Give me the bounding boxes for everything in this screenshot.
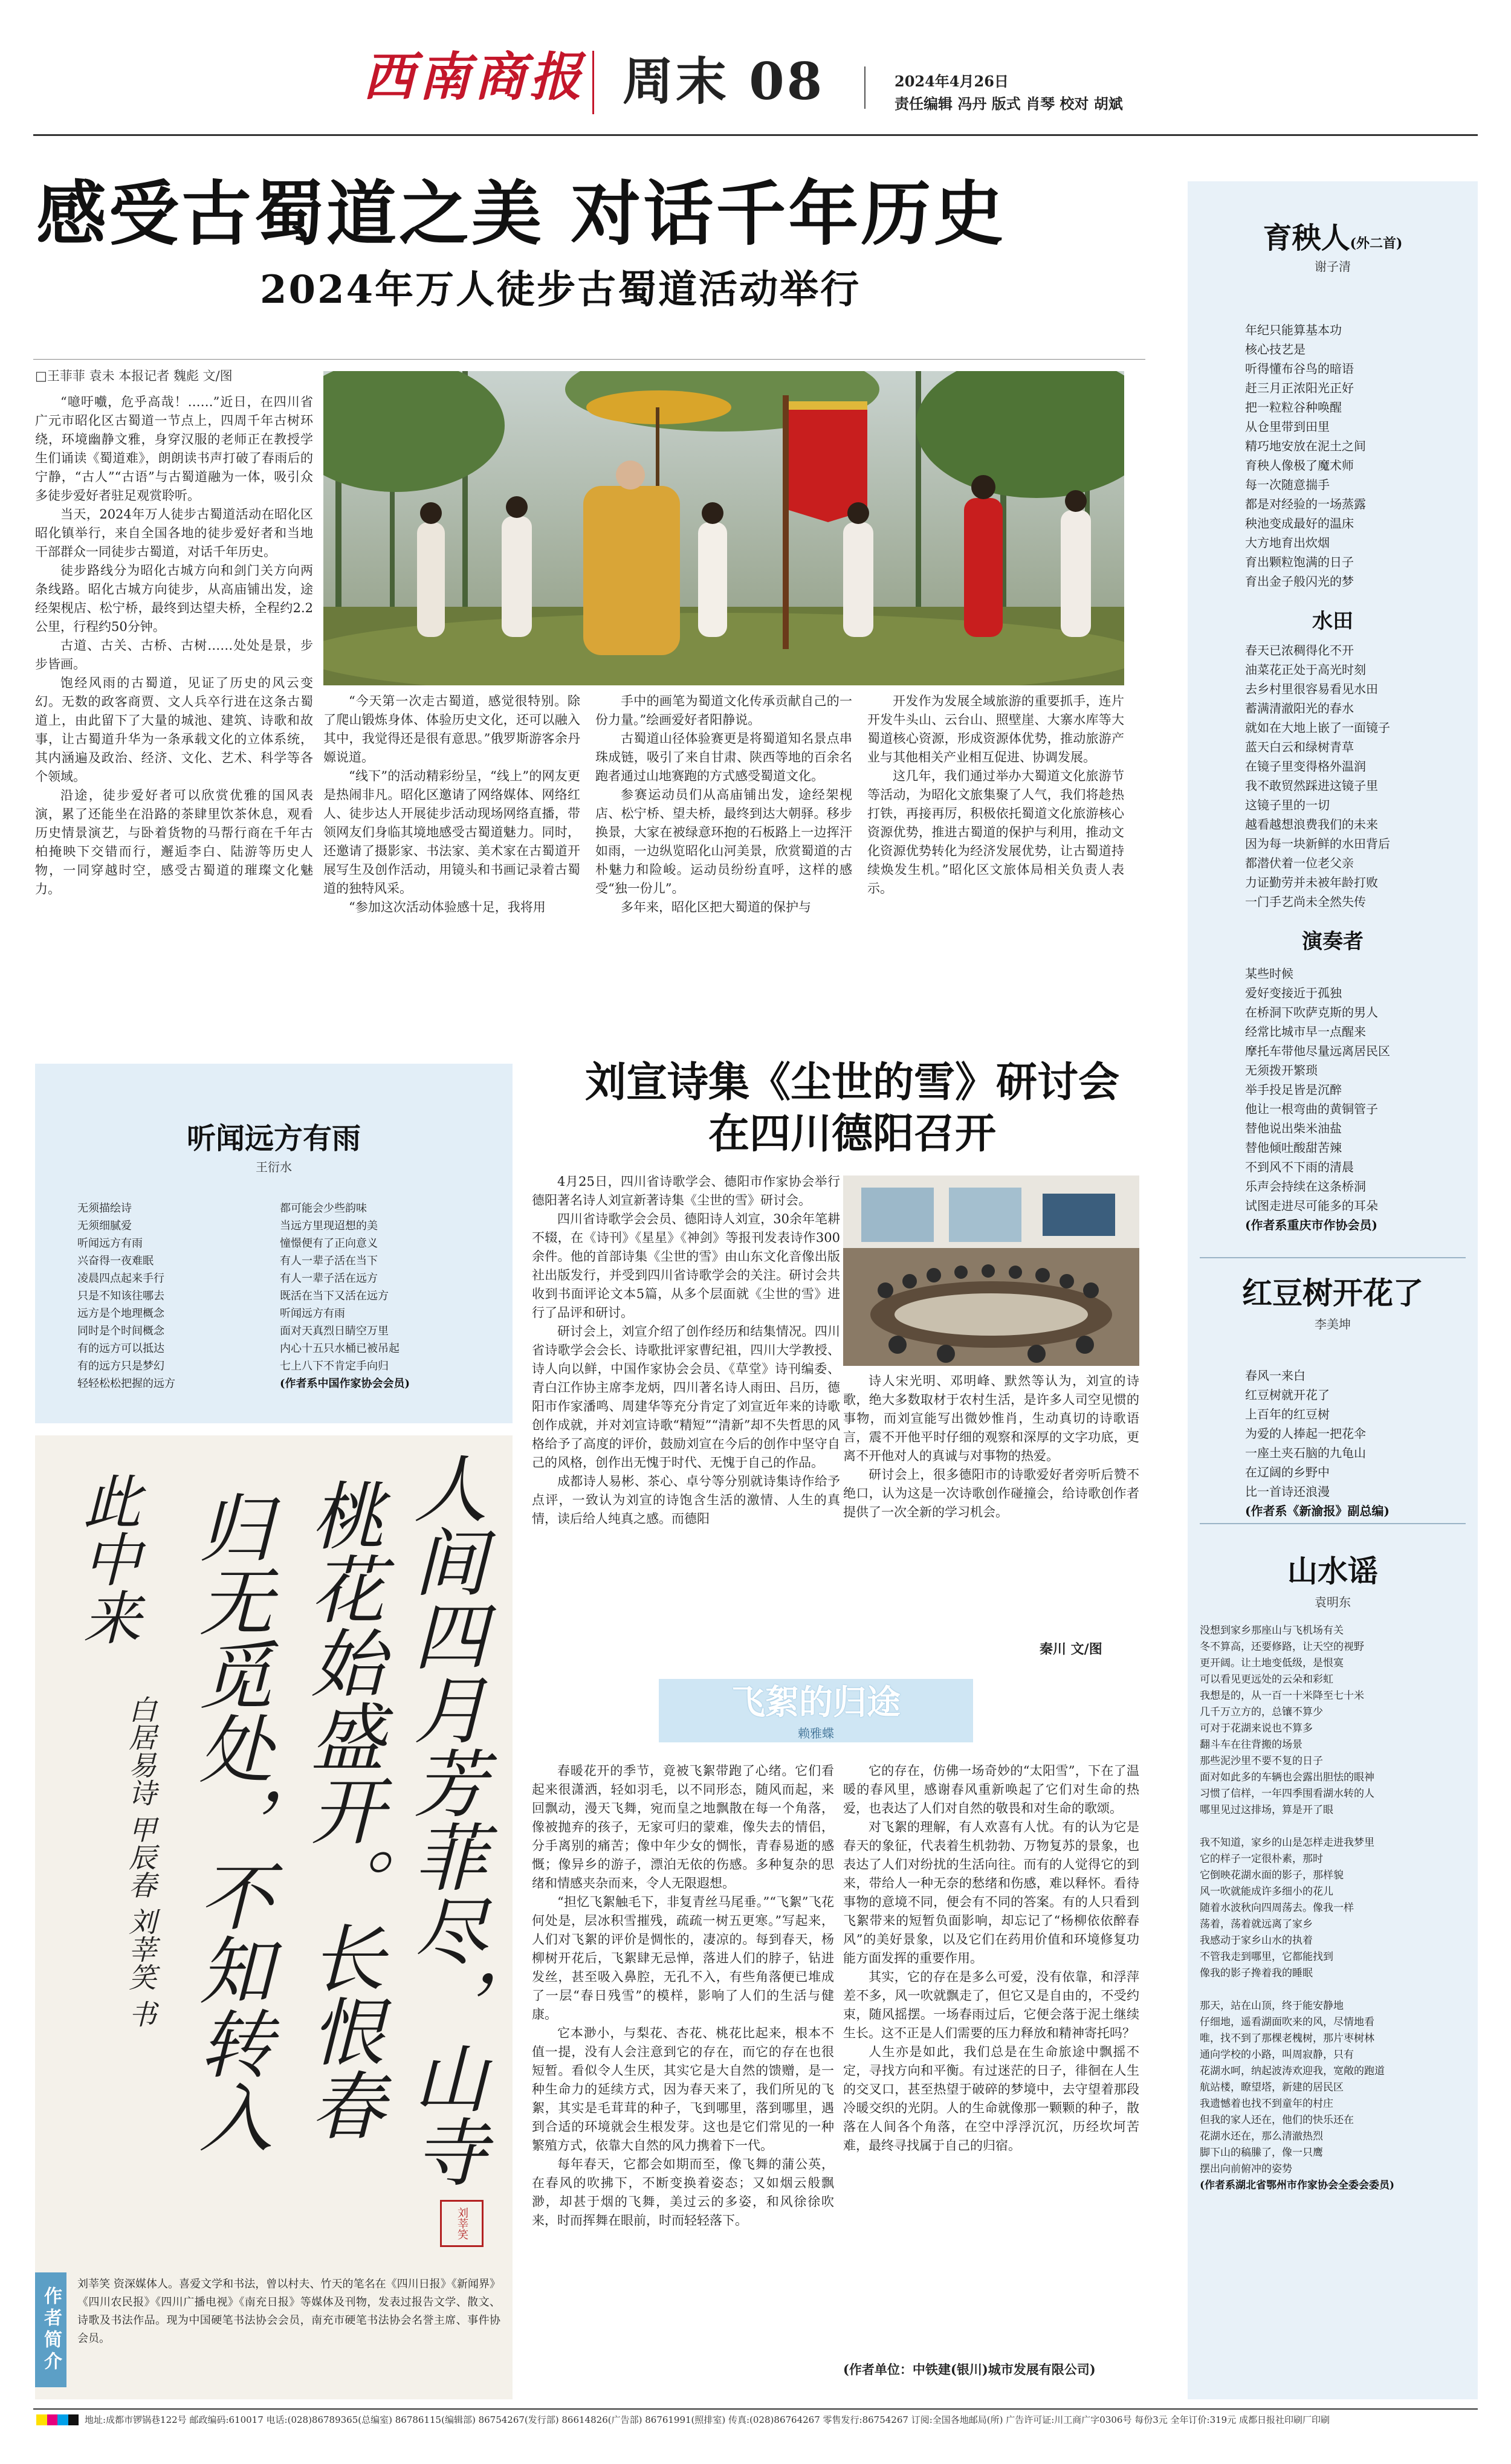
tingwen-column-2 xyxy=(280,1200,503,1392)
lead-para: 沿途，徒步爱好者可以欣赏优雅的国风表演，累了还能坐在沿路的茶肆里饮茶休息，观看历史情景演艺，与卧着货物的马帮行商在千年古柏掩映下交错而行，邂逅李白、陆游等历史人物，一同穿越时空，感受古蜀道的璀璨文化魅力。 xyxy=(35,788,313,896)
poem-line: 那些泥沙里不要不复的日子 xyxy=(1200,1755,1323,1767)
seal-text: 刘莘笑 xyxy=(456,2207,468,2240)
feixu-para: 春暖花开的季节，竟被飞絮带跑了心绪。它们看起来很潇洒，轻如羽毛，以不同形态，随风而起，来回飘动，漫天飞舞，宛而皇之地飘散在每一个角落，像被抛弃的孩子，无家可归的蒙难，像失去的情侣，分手离别的痛苦；像中年少女的惆怅，青春易逝的感慨；像异乡的游子，漂泊无依的伤感。多种复杂的思绪和情感夹杂而来，令人无限遐想。 xyxy=(532,1764,834,1890)
poem-line: 就如在大地上嵌了一面镜子 xyxy=(1245,720,1390,735)
lead-para: 多年来，昭化区把大蜀道的保护与 xyxy=(621,900,811,914)
poem-line: 都是对经验的一场蒸露 xyxy=(1245,497,1366,511)
poem-line: 比一首诗还浪漫 xyxy=(1245,1484,1330,1499)
poem-line: 它的样子一定很朴素，那时 xyxy=(1200,1853,1323,1865)
feixu-para: 它本渺小，与梨花、杏花、桃花比起来，根本不值一提，没有人会注意到它的存在，而它的存在也很短暂。看似令人生厌，其实它是大自然的馈赠，是一种生命力的延续方式，因为春天来了，我们所见的飞絮，其实是毛茸茸的种子，飞到哪里，落到哪里，遇到合适的环境就会生根发芽。这也是它们常见的一种繁殖方式，依靠大自然的风力携着下一代。 xyxy=(532,2026,834,2153)
poem-line: 有人一辈子活在当下 xyxy=(280,1255,378,1267)
lead-para: 当天，2024年万人徒步古蜀道活动在昭化区昭化镇举行，来自全国各地的徒步爱好者和当地干部群众一同徒步古蜀道，对话千年历史。 xyxy=(35,507,313,559)
lead-para: 参赛运动员们从高庙铺出发，途经架枧店、松宁桥、望夫桥，最终到达大朝驿。移步换景，大家在被绿意环抱的石板路上一边挥汗如雨，一边纵览昭化山河美景，欣赏蜀道的古朴魅力和险峻。运动员纷纷直呼，这样的感受“独一份儿”。 xyxy=(595,787,852,896)
lead-para: “噫吁嚱，危乎高哉！……”近日，在四川省广元市昭化区古蜀道一节点上，四周千年古树环绕，环境幽静文雅，身穿汉服的老师正在教授学生们诵读《蜀道难》，朗朗读书声打破了春雨后的宁静，“古人”“古语”与古蜀道融为一体，吸引众多徒步爱好者驻足观赏聆听。 xyxy=(35,395,313,503)
poem-author: 袁明东 xyxy=(1315,1595,1351,1609)
author-bio: 刘莘笑 资深媒体人。喜爱文学和书法，曾以村夫、竹天的笔名在《四川日报》《新闻界》《四川农民报》《四川广播电视》《南充日报》等媒体及刊物，发表过报告文学、散文、诗歌及书法作品。现为中国硬笔书法协会会员，南充市硬笔书法协会名誉主席、事件协会员。 xyxy=(77,2278,500,2345)
poem-line: 育出颗粒饱满的日子 xyxy=(1245,555,1354,569)
poem-line: 去乡村里很容易看见水田 xyxy=(1245,682,1378,696)
lead-column-1 xyxy=(35,393,313,1049)
poem-line: 听闻远方有雨 xyxy=(77,1237,143,1250)
poem-line: 精巧地安放在泥土之间 xyxy=(1245,439,1366,453)
poem-title: 红豆树开花了 xyxy=(1242,1275,1423,1311)
poem-line: 憧憬便有了正向意义 xyxy=(280,1237,378,1250)
footer-color-bar xyxy=(36,2414,79,2425)
poem-line: 同时是个时间概念 xyxy=(77,1325,164,1337)
liu-para: 4月25日，四川省诗歌学会、德阳市作家协会举行德阳著名诗人刘宣新著诗集《尘世的雪》研讨会。 xyxy=(532,1174,840,1208)
poem-line: 油菜花正处于高光时刻 xyxy=(1245,662,1366,677)
masthead-rule xyxy=(33,134,1478,136)
liu-para: 研讨会上，刘宣介绍了创作经历和结集情况。四川省诗歌学会会长、诗歌批评家曹纪祖，四川大学教授、诗人向以鲜，中国作家协会会员、《草堂》诗刊编委、青白江作协主席李龙炳，四川著名诗人雨田、吕历，德阳市作家潘鸣、周建华等充分肯定了刘宣近年来的诗歌创作成就，并对刘宣诗歌“精短”“清新”却不失哲思的风格给予了高度的评价，鼓励刘宣在今后的创作中坚守自己的风格，创作出无愧于时代、无愧于自己的作品。 xyxy=(532,1324,840,1470)
poem-line: 为爱的人捧起一把花伞 xyxy=(1245,1426,1366,1441)
sidebar-divider xyxy=(1200,1257,1466,1258)
poem-line: 面对天真烈日睛空万里 xyxy=(280,1325,389,1337)
feixu-column-2 xyxy=(843,1762,1139,2357)
poem-line: 习惯了信样，一年四季围看湖水转的人 xyxy=(1200,1788,1374,1800)
liu-headline-2: 在四川德阳召开 xyxy=(708,1110,996,1158)
feixu-para: 每年春天，它都会如期而至，像飞舞的蒲公英，在春风的吹拂下，不断变换着姿态；又如烟云般飘渺，却甚于烟的飞舞，美过云的多姿，和风徐徐吹来，时而挥舞在眼前，时而轻轻落下。 xyxy=(532,2157,834,2228)
poem-line: 红豆树就开花了 xyxy=(1245,1388,1330,1402)
masthead-divider-2 xyxy=(864,66,866,109)
poem-sign: (作者系重庆市作协会员) xyxy=(1245,1218,1377,1232)
stanza-gap xyxy=(1200,1819,1469,1835)
masthead xyxy=(0,0,1511,130)
poem-line: 我感动于家乡山水的执着 xyxy=(1200,1935,1313,1947)
poem-line: 哪里见过这排场，算是开了眼 xyxy=(1200,1804,1333,1816)
poem-line: 无须细腻爱 xyxy=(77,1220,132,1232)
calligraphy-col-3: 归无觅处，不知转入 xyxy=(187,1490,273,2153)
poem-line: 翻斗车在往背搬的场景 xyxy=(1200,1739,1302,1751)
poem-line: 兴奋得一夜难眠 xyxy=(77,1255,154,1267)
poem-line: 有的远方只是梦幻 xyxy=(77,1360,164,1373)
liu-credit: 秦川 文/图 xyxy=(1040,1641,1102,1657)
poem-line: 风一吹就能成许多细小的花儿 xyxy=(1200,1886,1333,1898)
calligraphy-seal xyxy=(440,2200,484,2247)
stanza-gap xyxy=(1200,1982,1469,1998)
section-label: 周末 08 xyxy=(623,51,825,111)
liu-column-1 xyxy=(532,1172,840,1632)
lead-rule xyxy=(33,359,1145,360)
tingwen-title: 听闻远方有雨 xyxy=(186,1122,361,1156)
poem-line: 只是不知该往哪去 xyxy=(77,1290,164,1302)
feixu-para: 其实，它的存在是多么可爱，没有依靠，和浮萍差不多，风一吹就飘走了，但它又是自由的，不受约束，随风摇摆。一场春雨过后，它便会落于泥土继续生长。这不正是人们需要的压力释放和精神寄托吗？ xyxy=(843,1970,1139,2040)
lead-byline: □王菲菲 袁未 本报记者 魏彪 文/图 xyxy=(35,369,233,383)
poem-line: 当远方里现迢想的美 xyxy=(280,1220,378,1232)
poem-line: 因为每一块新鲜的水田背后 xyxy=(1245,836,1390,851)
tingwen-author: 王衍水 xyxy=(256,1160,292,1174)
tingwen-column-1 xyxy=(77,1200,277,1392)
poem-title: 演奏者 xyxy=(1302,930,1364,954)
poem-title: 山水谣 xyxy=(1287,1553,1378,1589)
poem-title: 水田 xyxy=(1312,609,1353,633)
poem-line: 更开阔。让土地变低级，是恨寞 xyxy=(1200,1657,1344,1669)
poem-line: 通向学校的小路，叫周寂静，只有 xyxy=(1200,2049,1354,2061)
poem-line: 凌晨四点起来手行 xyxy=(77,1272,164,1285)
poem-line: 育秧人像极了魔术师 xyxy=(1245,458,1354,473)
poem-line: 不到风不下雨的清晨 xyxy=(1245,1160,1354,1174)
author-bio-label xyxy=(35,2272,66,2387)
poem-line: 爱好变接近于孤独 xyxy=(1245,986,1342,1000)
poem-line: 春风一来白 xyxy=(1245,1368,1306,1383)
poem-line: 既活在当下又活在远方 xyxy=(280,1290,389,1302)
poem-line: 育出金子般闪光的梦 xyxy=(1245,574,1354,589)
poem-line: 仔细地，遥看湖面吹来的风，尽情地看 xyxy=(1200,2016,1374,2028)
tingwen-panel xyxy=(35,1064,513,1423)
lead-para: 徒步路线分为昭化古城方向和剑门关方向两条线路。昭化古城方向徒步，从高庙铺出发，途经架枧店、松宁桥，最终到达望夫桥，全程约2.2公里，行程约50分钟。 xyxy=(35,563,313,634)
poem-line: 航站楼，瞭望塔，新建的居民区 xyxy=(1200,2081,1344,2094)
poem-line: 力证勤劳并未被年龄打败 xyxy=(1245,875,1378,890)
lead-para: 这几年，我们通过举办大蜀道文化旅游节等活动，为昭化文旅集聚了人气，我们将趁热打铁，再接再厉，积极依托蜀道文化旅游核心资源优势，推进古蜀道的保护与利用，推动文化资源优势转化为经济发展优势，让古蜀道持续焕发生机。”昭化区文旅体局相关负责人表示。 xyxy=(867,769,1124,896)
poem-line: 随着水波秋向四周荡去。像我一样 xyxy=(1200,1902,1354,1914)
footer-info: 地址:成都市锣锅巷122号 邮政编码:610017 电话:(028)86789365(总编室) 86786115(编辑部) 86754267(发行部) 86614826(广告部) 86761991(照排室) 传真:(028)86764267 零售发行:86754267 订阅:全国各地邮局(所) 广告许可证:川工商广字0306号 每份3元 全年订价:319元 成都日报社印刷厂印刷 xyxy=(85,2414,1330,2425)
poem-line: 远方是个地理概念 xyxy=(77,1307,164,1320)
poem-body xyxy=(1245,1366,1469,1521)
poem-line: 脚下山的稿縢了，像一只鹰 xyxy=(1200,2147,1323,2159)
poem-line: 我遗憾着也找不到童年的村庄 xyxy=(1200,2098,1333,2110)
liu-headline-1: 刘宣诗集《尘世的雪》研讨会 xyxy=(584,1058,1119,1107)
issue-date: 2024年4月26日 xyxy=(895,73,1009,90)
poem-line: 可对于花湖来说也不算多 xyxy=(1200,1722,1313,1735)
poem-line: 这镜子里的一切 xyxy=(1245,798,1330,812)
poem-line: 他让一根弯曲的黄铜管子 xyxy=(1245,1102,1378,1116)
poem-line: 冬不算高，还要修路，让天空的视野 xyxy=(1200,1641,1364,1653)
lead-subheadline: 2024年万人徒步古蜀道活动举行 xyxy=(260,267,861,312)
poem-line: 可以看见更远处的云朵和彩虹 xyxy=(1200,1673,1333,1686)
poem-line: 蓝天白云和绿树青草 xyxy=(1245,740,1354,754)
poem-line: 轻轻松松把握的远方 xyxy=(77,1377,175,1390)
lead-column-2 xyxy=(323,692,580,1049)
poem-body xyxy=(1245,641,1463,911)
poem-line: 把一粒粒谷种唤醒 xyxy=(1245,400,1342,415)
lead-photo xyxy=(323,371,1124,685)
poem-line: 春天已浓稠得化不开 xyxy=(1245,643,1354,658)
poem-author: 谢子清 xyxy=(1315,259,1351,274)
color-swatch xyxy=(68,2414,79,2425)
poem-line: 某些时候 xyxy=(1245,966,1293,981)
poem-line: 摩托车带他尽量远离居民区 xyxy=(1245,1044,1390,1058)
poem-line: 七上八下不肯定手向归 xyxy=(280,1360,389,1373)
poem-line: 唯，找不到了那棵老槐树，那片枣树林 xyxy=(1200,2032,1374,2045)
poem-line: 每一次随意揣手 xyxy=(1245,477,1330,492)
poem-line: 有人一辈子活在远方 xyxy=(280,1272,378,1285)
poem-line: 在桥洞下吹萨克斯的男人 xyxy=(1245,1005,1378,1020)
poem-line: 但我的家人还在，他们的快乐还在 xyxy=(1200,2114,1354,2126)
poem-line: 都潜伏着一位老父亲 xyxy=(1245,856,1354,870)
poem-line: 试图走进尽可能多的耳朵 xyxy=(1245,1198,1378,1213)
calligraphy-inscription: 白居易诗 甲辰春 刘莘笑 书 xyxy=(125,1695,157,2028)
feixu-title: 飞絮的归途 xyxy=(731,1683,901,1722)
seminar-photo-scene xyxy=(843,1175,1139,1366)
poem-line: 像我的影子搀着我的睡眠 xyxy=(1200,1967,1313,1979)
poem-line: 无须拨开繁琐 xyxy=(1245,1063,1318,1078)
feixu-para: 人生亦是如此，我们总是在生命旅途中飘摇不定，寻找方向和平衡。有过迷茫的日子，徘徊在人生的交叉口，甚至热望于破碎的梦境中，去守望着那段冷暖交织的光阴。人的生命就像那一颗颗的种子，散落在人间各个角落，在空中浮浮沉沉，历经坎坷苦难，最终寻找属于自己的归宿。 xyxy=(843,2045,1139,2153)
liu-para: 诗人宋光明、邓明峰、默然等认为，刘宣的诗歌，绝大多数取材于农村生活，是许多人司空见惯的事物，而刘宣能写出微妙惟肖，生动真切的诗歌语言，震不开他平时仔细的观察和深厚的文字功底，更离不开他对人的真诚与对事物的热爱。 xyxy=(843,1374,1139,1463)
masthead-logo: 西南商报 xyxy=(363,47,585,108)
feixu-author: 赖雅蝶 xyxy=(798,1726,834,1741)
poem-line: 不管我走到哪里，它都能找到 xyxy=(1200,1951,1333,1963)
poem-line: 蓄满清澈阳光的春水 xyxy=(1245,701,1354,716)
lead-para: 古道、古关、古桥、古树……处处是景，步步皆画。 xyxy=(35,638,313,671)
lead-para: “参加这次活动体验感十足，我将用 xyxy=(349,900,546,914)
sidebar-divider xyxy=(1200,1523,1466,1524)
bio-label-text: 作者简介 xyxy=(40,2286,62,2373)
masthead-divider xyxy=(592,51,594,114)
lead-para: 手中的画笔为蜀道文化传承贡献自己的一份力量。”绘画爱好者阳静说。 xyxy=(595,694,852,727)
poem-line: 花湖水呵，纳起波涛欢迎我，宽敞的跑道 xyxy=(1200,2065,1385,2077)
poem-title xyxy=(1188,215,1478,256)
feixu-para: 对飞絮的理解，有人欢喜有人忧。有的认为它是春天的象征，代表着生机勃勃、万物复苏的景象，也表达了人们对纷扰的生活向往。而有的人觉得它的到来，带给人一种无奈的愁绪和伤感，难以释怀。看待事物的意境不同，便会有不同的答案。有的人只看到飞絮带来的短暂负面影响，却忘记了“杨柳依依醉春风”的美好景象，以及它们在药用价值和环境修复功能方面发挥的重要作用。 xyxy=(843,1820,1139,1965)
poem-line: 上百年的红豆树 xyxy=(1245,1407,1330,1421)
poem-line: 荡着，荡着就远离了家乡 xyxy=(1200,1918,1313,1930)
poem-line: 几千万立方的，总镶不算少 xyxy=(1200,1706,1323,1718)
color-swatch xyxy=(47,2414,58,2425)
poem-line: 举手投足皆是沉醉 xyxy=(1245,1082,1342,1097)
lead-para: 古蜀道山径体验赛更是将蜀道知名景点串珠成链，吸引了来自甘肃、陕西等地的百余名跑者通过山地赛跑的方式感受蜀道文化。 xyxy=(595,731,852,783)
poem-sign: (作者系中国作家协会会员) xyxy=(280,1377,410,1390)
lead-column-3 xyxy=(595,692,852,1049)
lead-column-4 xyxy=(867,692,1124,1049)
poem-line: 一门手艺尚未全然失传 xyxy=(1245,894,1366,909)
feixu-sign: (作者单位：中铁建(银川)城市发展有限公司) xyxy=(843,2362,1096,2377)
poem-line: 核心技艺是 xyxy=(1245,342,1306,357)
poetry-sidebar xyxy=(1188,181,1478,2399)
lead-headline: 感受古蜀道之美 对话千年历史 xyxy=(36,173,1006,255)
poem-line: 我不知道，家乡的山是怎样走进我梦里 xyxy=(1200,1837,1374,1849)
poem-body xyxy=(1245,320,1463,591)
poem-line: 越看越想浪费我们的未来 xyxy=(1245,817,1378,832)
poem-line: 秧池变成最好的温床 xyxy=(1245,516,1354,531)
editor-credits: 责任编辑 冯丹 版式 肖琴 校对 胡斌 xyxy=(895,95,1123,112)
poem-line: 面对如此多的车辆也会露出胆怯的眼神 xyxy=(1200,1771,1374,1783)
poem-line: 花湖水还在，那么清澈热烈 xyxy=(1200,2130,1323,2142)
lead-photo-scene xyxy=(323,371,1124,685)
poem-line: 那天，站在山顶，终于能安静地 xyxy=(1200,2000,1344,2012)
liu-para: 研讨会上，很多德阳市的诗歌爱好者旁听后赞不绝口，认为这是一次诗歌创作碰撞会，给诗歌创作者提供了一次全新的学习机会。 xyxy=(843,1467,1139,1519)
poem-line: 都可能会少些韵味 xyxy=(280,1202,367,1215)
feixu-para: “担忆飞絮触毛下，非复青丝马尾垂。”“飞絮”飞花何处是，层冰积雪摧残，疏疏一树五更寒。”写起来，人们对飞絮的评价是惆怅的，凄凉的。每到春天，杨柳树开花后，飞絮肆无忌惮，落进人们的脖子，钻进发丝，甚至吸入鼻腔，无孔不入，有些角落便已堆成了一层“春日残雪”的模样，影响了人们的生活与健康。 xyxy=(532,1895,834,2022)
liu-para: 成都诗人易彬、茶心、卓兮等分别就诗集诗作给予点评，一致认为刘宣的诗饱含生活的激情、人生的真情，读后给人纯真之感。而德阳 xyxy=(532,1474,840,1526)
poem-line: 在镜子里变得格外温润 xyxy=(1245,759,1366,774)
calligraphy-col-1: 人间四月芳菲尽，山寺 xyxy=(401,1450,487,2188)
poem-line: 摆出向前俯冲的姿势 xyxy=(1200,2163,1292,2175)
calligraphy-col-4: 此中来 xyxy=(74,1472,141,1646)
poem-line: 替他说出柴米油盐 xyxy=(1245,1121,1342,1136)
poem-sign: (作者系《新渝报》副总编) xyxy=(1245,1504,1390,1518)
liu-column-2 xyxy=(843,1372,1139,1614)
lead-para: 开发作为发展全域旅游的重要抓手，连片开发牛头山、云台山、照壁崖、大寨水库等大蜀道核心资源，形成资源体优势，推动旅游产业与其他相关产业相互促进、协调发展。 xyxy=(867,694,1124,765)
seminar-photo xyxy=(843,1175,1139,1366)
poem-title-suffix: (外二首) xyxy=(1350,236,1403,251)
feixu-para: 它的存在，仿佛一场奇妙的“太阳雪”，下在了温暖的春风里，感谢春风重新唤起了它们对生命的热爱，也表达了人们对自然的敬畏和对生命的歌颂。 xyxy=(843,1764,1139,1816)
poem-line: 替他倾吐酸甜苦辣 xyxy=(1245,1140,1342,1155)
poem-line: 从仓里带到田里 xyxy=(1245,419,1330,434)
calligraphy-col-2: 桃花始盛开。长恨春 xyxy=(299,1478,384,2141)
poem-line: 内心十五只水桶已被吊起 xyxy=(280,1342,400,1355)
liu-para: 四川省诗歌学会会员、德阳诗人刘宣，30余年笔耕不辍，在《诗刊》《星星》《神剑》等报刊发表诗作300余件。他的首部诗集《尘世的雪》由山东文化音像出版社出版发行，并受到四川省诗歌学会的关注。研讨会共收到书面评论文本5篇，从多个层面就《尘世的雪》进行了品评和研讨。 xyxy=(532,1212,840,1320)
poem-line: 没想到家乡那座山与飞机场有关 xyxy=(1200,1625,1344,1637)
poem-body xyxy=(1245,964,1469,1235)
lead-para: 饱经风雨的古蜀道，见证了历史的风云变幻。无数的政客商贾、文人兵卒行进在这条古蜀道上，由此留下了大量的城池、建筑、诗歌和故事，让古蜀道升华为一条承载文化的立体系统，其内涵遍及政治、经济、文化、艺术、科学等各个领域。 xyxy=(35,676,313,784)
poem-line: 一座土夹石脑的九龟山 xyxy=(1245,1446,1366,1460)
poem-line: 经常比城市早一点醒来 xyxy=(1245,1024,1366,1039)
color-swatch xyxy=(36,2414,47,2425)
poem-line: 赶三月正浓阳光正好 xyxy=(1245,381,1354,395)
poem-line: 乐声会持续在这条桥洞 xyxy=(1245,1179,1366,1194)
poem-title-text: 育秧人 xyxy=(1263,221,1350,255)
poem-line: 我想是的，从一百一十米降至七十米 xyxy=(1200,1690,1364,1702)
poem-sign: (作者系湖北省鄂州市作家协会全委会委员) xyxy=(1200,2179,1395,2191)
poem-line: 年纪只能算基本功 xyxy=(1245,323,1342,337)
poem-line: 在辽阔的乡野中 xyxy=(1245,1465,1330,1479)
poem-line: 它倒映花湖水面的影子，那样貌 xyxy=(1200,1869,1344,1881)
poem-line: 听闻远方有雨 xyxy=(280,1307,345,1320)
feixu-column-1 xyxy=(532,1762,834,2384)
poem-body xyxy=(1200,1623,1469,2194)
poem-line: 有的远方可以抵达 xyxy=(77,1342,164,1355)
poem-line: 听得懂布谷鸟的暗语 xyxy=(1245,361,1354,376)
poem-line: 无须描绘诗 xyxy=(77,1202,132,1215)
lead-para: “线下”的活动精彩纷呈，“线上”的网友更是热闹非凡。昭化区邀请了网络媒体、网络红人、徒步达人开展徒步活动现场网络直播，带领网友们身临其境地感受古蜀道魅力。同时，还邀请了摄影家、书法家、美术家在古蜀道开展写生及创作活动，用镜头和书画记录着古蜀道的独特风采。 xyxy=(323,769,580,896)
footer-rule xyxy=(33,2408,1478,2410)
lead-para: “今天第一次走古蜀道，感觉很特别。除了爬山锻炼身体、体验历史文化，还可以融入其中，我觉得还是很有意思。”俄罗斯游客余丹嫄说道。 xyxy=(323,694,580,765)
poem-line: 大方地育出炊烟 xyxy=(1245,535,1330,550)
calligraphy-artwork xyxy=(35,1435,513,2399)
poem-line: 我不敢贸然踩进这镜子里 xyxy=(1245,778,1378,793)
color-swatch xyxy=(57,2414,68,2425)
poem-author: 李美坤 xyxy=(1315,1317,1351,1331)
